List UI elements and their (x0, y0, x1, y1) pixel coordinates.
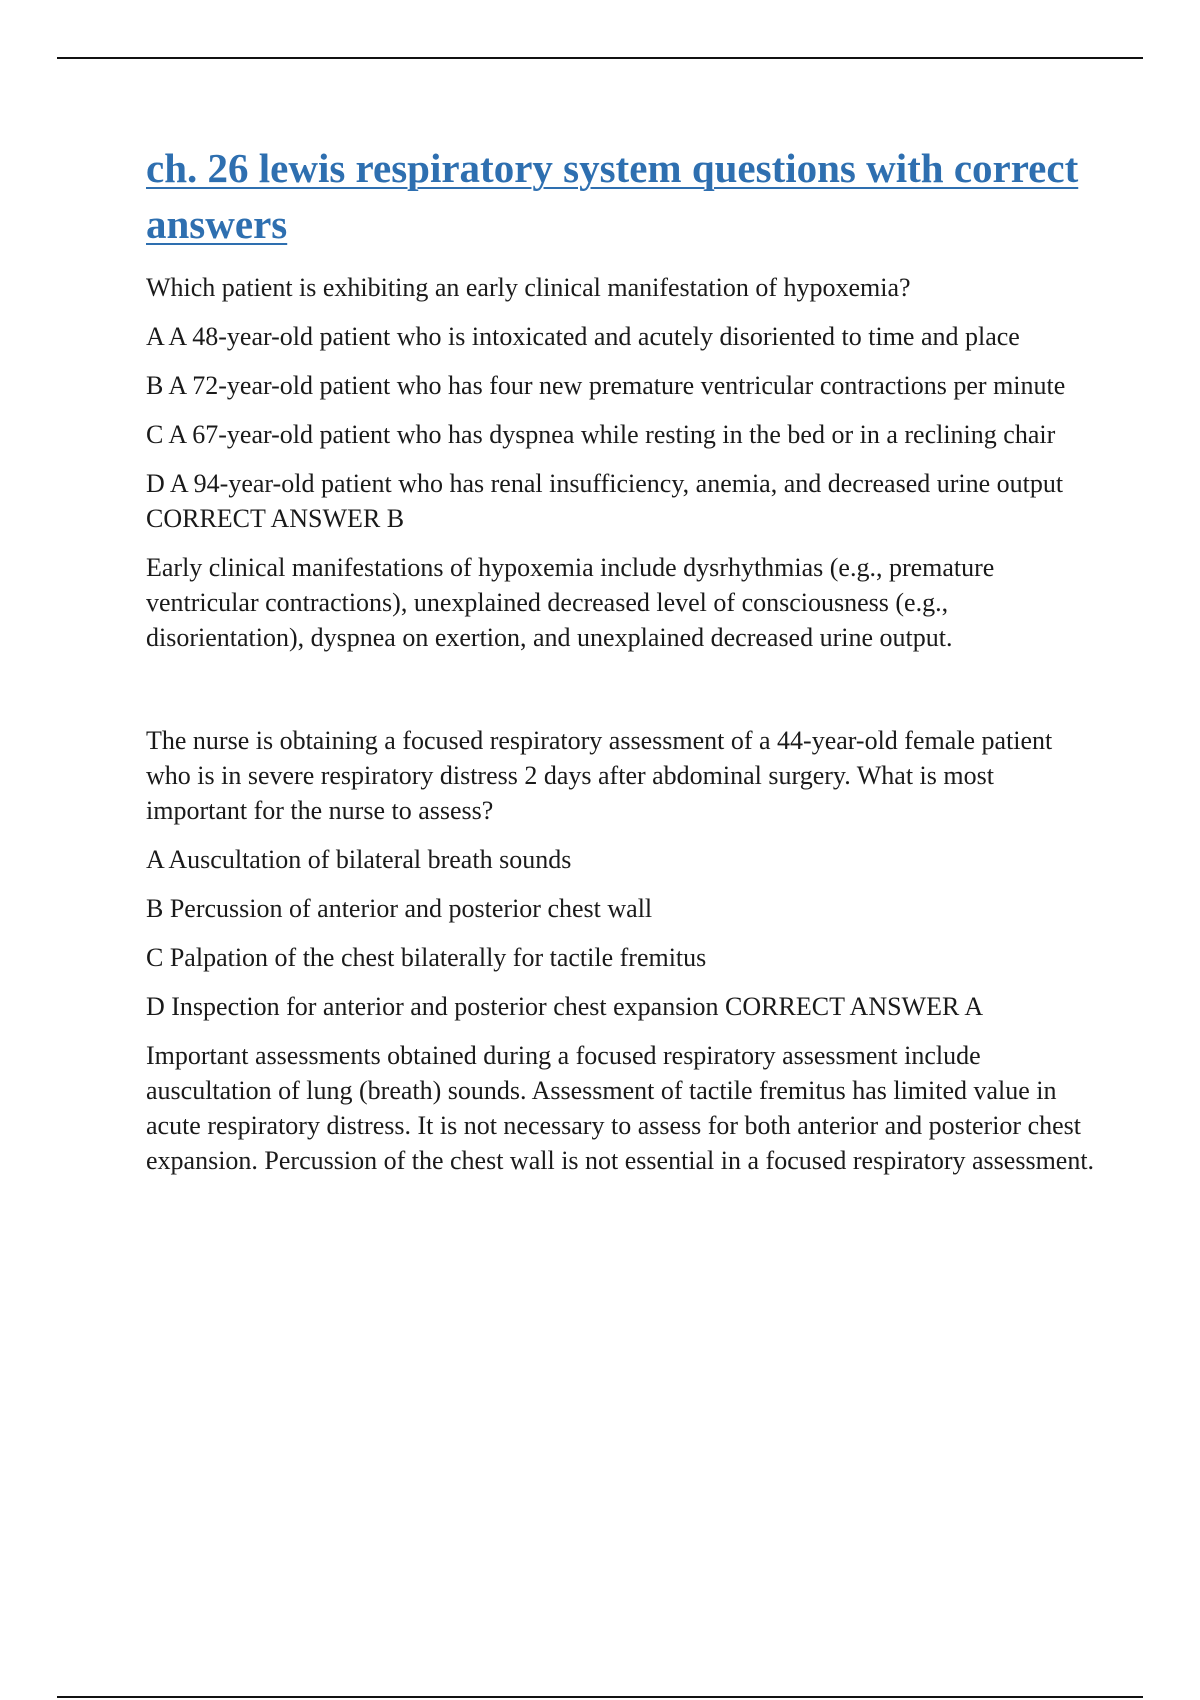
footer-rule (57, 1696, 1143, 1698)
answer-option-a: A A 48-year-old patient who is intoxicated and acutely disoriented to time and place (146, 322, 1020, 351)
answer-option-d: D Inspection for anterior and posterior chest expansion CORRECT ANSWER A (146, 992, 984, 1021)
document-title: ch. 26 lewis respiratory system questions with correct answers (146, 145, 1079, 247)
answer-option-d: D A 94-year-old patient who has renal insufficiency, anemia, and decreased urine output CORRECT ANSWER B (146, 469, 1064, 533)
question-text: The nurse is obtaining a focused respiratory assessment of a 44-year-old female patient who is in severe respiratory distress 2 days after abdominal surgery. What is most important for the nurse to assess? (146, 726, 1053, 825)
question-text: Which patient is exhibiting an early clinical manifestation of hypoxemia? (146, 273, 911, 302)
rationale-text: Important assessments obtained during a focused respiratory assessment include auscultation of lung (breath) sounds. Assessment of tactile fremitus has limited value in acute respiratory distress. It is not necessary to assess for both anterior and posterior chest expansion. Percussion of the chest wall is not essential in a focused respiratory assessment. (146, 1041, 1095, 1175)
answer-option-b: B A 72-year-old patient who has four new premature ventricular contractions per minute (146, 371, 1066, 400)
question-block-1 (146, 270, 1096, 655)
answer-option-c: C Palpation of the chest bilaterally for tactile fremitus (146, 943, 707, 972)
question-block-2 (146, 723, 1096, 1178)
rationale-text: Early clinical manifestations of hypoxemia include dysrhythmias (e.g., premature ventricular contractions), unexplained decreased level of consciousness (e.g., disorientation), dyspnea on exertion, and unexplained decreased urine output. (146, 553, 995, 652)
header-rule (57, 57, 1143, 59)
spacer (146, 669, 1096, 723)
answer-option-c: C A 67-year-old patient who has dyspnea while resting in the bed or in a reclining chair (146, 420, 1056, 449)
document-body (146, 140, 1096, 1192)
answer-option-a: A Auscultation of bilateral breath sounds (146, 845, 572, 874)
answer-option-b: B Percussion of anterior and posterior chest wall (146, 894, 653, 923)
